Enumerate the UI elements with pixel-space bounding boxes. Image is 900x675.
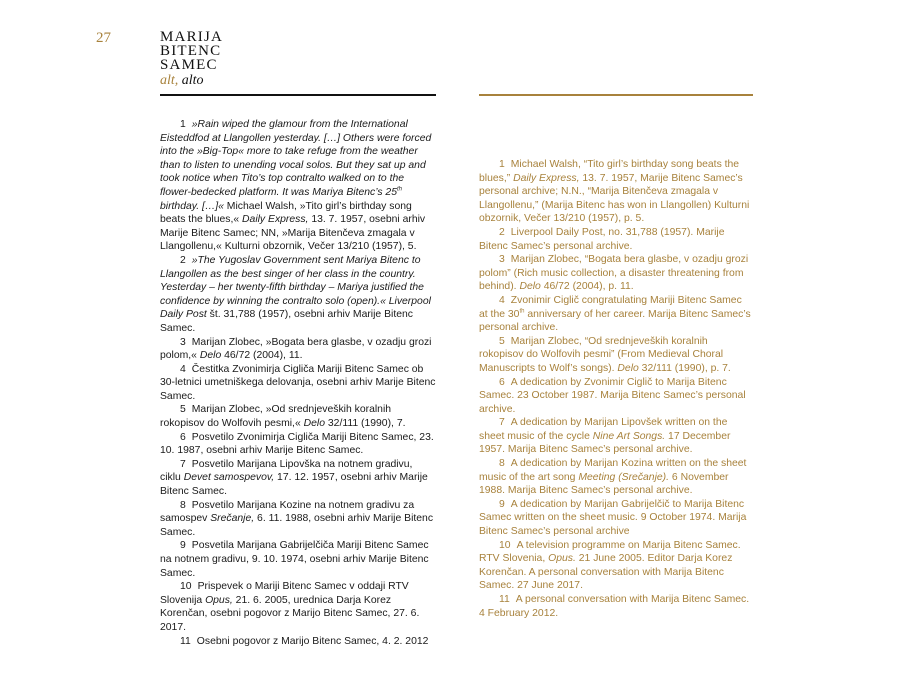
footnote-text: Marijan Zlobec, “Bogata bera glasbe, v ozadju grozi polom” (Rich music collection, a disaster threatening from behind). [479,254,749,293]
footnote-text: 13. 7. 1957, Marije Bitenc Samec’s personal archive; N.N., “Marija Bitenčeva zmagala v Llangollenu,” (Marija Bitenc has won in Llangollen) Kulturni obzornik, Večer 13/210 (1957), p. 5. [479,172,750,225]
footnote-number: 5 [180,404,186,416]
footnote [479,253,753,294]
author-name-line-2: BITENC [160,43,222,59]
footnote-number: 1 [180,119,186,130]
footnote [160,539,436,580]
left-column-rule [160,94,436,96]
footnote [160,635,436,649]
footnote-text: Marijan Zlobec, “Od srednjeveških koralnih rokopisov do Wolfovih pesmi” (From Medieval Choral Manuscripts to Wolf’s songs). [479,335,724,374]
footnote-number: 8 [499,458,505,470]
footnote-number: 1 [499,159,505,170]
footnote-text: Prispevek o Mariji Bitenc Samec v oddaji RTV Slovenija [160,581,409,606]
footnote-text: 32/111 (1990), 7. [325,418,406,430]
footnote-text: Delo [303,418,325,430]
footnote [160,336,436,363]
footnote-number: 4 [499,294,505,306]
right-column-rule [479,94,753,96]
footnote-number: 9 [499,498,505,510]
footnote-text: Posvetilo Marijana Kozine na notnem gradivu za samospev [160,499,415,525]
footnote-number: 10 [499,539,511,551]
footnote-text: Zvonimir Ciglič congratulating Mariji Bitenc Samec at the 30 [479,294,742,320]
footnote-text: A personal conversation with Marija Bitenc Samec. 4 February 2012. [479,594,750,619]
footnote [160,499,436,540]
footnote [479,158,753,226]
footnote-text: Nine Art Songs. [592,430,666,442]
footnote-text: št. 31,788 (1957), osebni arhiv Marije Bitenc Samec. [160,309,413,334]
footnote-number: 5 [499,335,505,347]
footnote-text: Michael Walsh, »Tito girl’s birthday song beats the blues,« [160,200,412,226]
footnote-text: Daily Express, [242,214,309,226]
footnote-text: th [396,186,402,193]
footnote [479,498,753,539]
footnote-text: anniversary of her career. Marija Bitenc Samec’s personal archive. [479,308,751,334]
footnote [160,403,436,430]
footnote-text: Devet samospevov, [183,472,275,484]
footnote-text: A dedication by Zvonimir Ciglič to Marija Bitenc Samec. 23 October 1987. Marija Bitenc Samec’s personal archive. [479,376,746,415]
footnote-text: Delo [199,350,222,362]
footnote-text: 21. 6. 2005, urednica Darja Korez Korenčan, osebni pogovor z Marijo Bitenc Samec, 27. 6. 2017. [160,594,420,633]
footnote-text: Marijan Zlobec, »Bogata bera glasbe, v ozadju grozi polom,« [160,336,432,362]
voice-type [160,73,223,88]
footnote [479,226,753,253]
footnote-text: 17. 12. 1957, osebni arhiv Marije Bitenc Samec. [160,472,428,498]
footnote-text: Čestitka Zvonimirja Cigliča Mariji Bitenc Samec ob 30-letnici umetniškega delovanja, osebni arhiv Marije Bitenc Samec. [160,363,436,402]
footnote-text: A dedication by Marijan Gabrijelčič to Marija Bitenc Samec written on the sheet music. 9 October 1974. Marija Bitenc Samec’s personal archive [479,498,747,538]
footnote-text: 13. 7. 1957, osebni arhiv Marije Bitenc Samec; NN, »Marija Bitenčeva zmagala v Llangollenu,« Kulturni obzornik, Večer 13/210 (1957), 5. [160,214,426,253]
footnote-number: 2 [180,254,186,266]
footnote-text: Opus, [205,594,233,606]
footnotes-slovene [160,118,436,648]
footnote-text: Liverpool Daily Post, no. 31,788 (1957). Marije Bitenc Samec’s personal archive. [479,226,725,252]
footnote-text: »Rain wiped the glamour from the International Eisteddfod at Llangollen yesterday. […] Others were forced into the »Big-Top« more to take refuge from the weather than to listen to unending vocal solos. But they sat up and took notice when Tito’s top contralto walked on to the flower-bedecked platform. It was Mariya Bitenc’s 25 [160,119,432,198]
footnote [160,363,436,404]
footnote-text: 46/72 (2004), 11. [221,350,303,362]
footnote-text: A dedication by Marijan Lipovšek written on the sheet music of the cycle [479,417,728,442]
footnote-number: 7 [499,417,505,429]
footnote-text: A television programme on Marija Bitenc Samec. RTV Slovenia, [479,539,741,565]
footnote [160,431,436,458]
footnote-text: 17 December 1957. Marija Bitenc Samec’s personal archive. [479,430,731,456]
footnote-text: »The Yugoslav Government sent Mariya Bitenc to Llangollen as the best singer of her class in the country. Yesterday – her twenty-fifth birthday – Mariya justified the confidence by winning the contralto solo (open).« Liverpool Daily Post [160,254,431,321]
voice-type-slovene: alt, [160,73,179,88]
footnote-text: A dedication by Marijan Kozina written on the sheet music of the art song [479,458,747,483]
footnote [479,335,753,376]
author-name-line-3: SAMEC [160,57,218,73]
footnote [160,118,436,254]
footnote-number: 3 [180,336,186,348]
footnote-number: 2 [499,226,505,238]
footnote [160,254,436,336]
footnote [479,376,753,417]
footnote-text: Osebni pogovor z Marijo Bitenc Samec, 4. 2. 2012 [196,635,429,647]
footnote-text: Daily Express, [513,172,580,184]
footnote [479,294,753,335]
footnote-text: 46/72 (2004), p. 11. [540,281,634,293]
footnote-number: 6 [499,376,505,388]
footnote [479,593,753,620]
footnote [479,416,753,457]
footnote-number: 9 [180,540,186,552]
footnote [479,457,753,498]
author-name-line-1: MARIJA [160,29,224,45]
footnote-text: Delo [617,362,639,374]
footnote-text: Michael Walsh, “Tito girl’s birthday song beats the blues,” [479,159,740,184]
footnote-text: Posvetila Marijana Gabrijelčiča Mariji Bitenc Samec na notnem gradivu, 9. 10. 1974, osebni arhiv Marije Bitenc Samec. [160,540,429,579]
footnotes-english [479,158,753,620]
footnote-text: birthday. […]« [160,200,224,212]
footnote-text: Posvetilo Zvonimirja Cigliča Mariji Bitenc Samec, 23. 10. 1987, osebni arhiv Marije Bitenc Samec. [160,431,434,457]
footnote [160,458,436,499]
footnote-number: 7 [180,458,186,470]
footnote-number: 8 [180,499,186,511]
footnote-text: Opus. [548,553,576,565]
voice-type-english: alto [181,73,204,88]
footnote-text: Delo [519,281,541,293]
footnote-text: th [519,308,525,315]
footnote-text: 32/111 (1990), p. 7. [638,362,731,374]
footnote-text: Meeting (Srečanje). [578,471,670,483]
footnote-text: Srečanje, [210,513,255,525]
footnote-number: 3 [499,254,505,266]
footnote-text: 21 June 2005. Editor Darja Korez Korenčan. A personal conversation with Marija Bitenc Samec. 27 June 2017. [479,553,733,592]
footnote-text: 6 November 1988. Marija Bitenc Samec’s personal archive. [479,471,729,497]
footnote-number: 11 [499,594,510,605]
footnote-number: 11 [180,635,191,647]
footnote-text: 6. 11. 1988, osebni arhiv Marije Bitenc Samec. [160,513,434,538]
footnote-text: Marijan Zlobec, »Od srednjeveških koralnih rokopisov do Wolfovih pesmi,« [160,404,392,430]
footnote-number: 4 [180,363,186,375]
footnote-number: 10 [180,581,192,593]
footnote-text: Posvetilo Marijana Lipovška na notnem gradivu, ciklu [160,458,413,484]
running-header [160,30,223,88]
footnote-number: 6 [180,431,186,443]
page-number: 27 [96,30,111,46]
footnote [160,580,436,634]
footnote [479,539,753,593]
